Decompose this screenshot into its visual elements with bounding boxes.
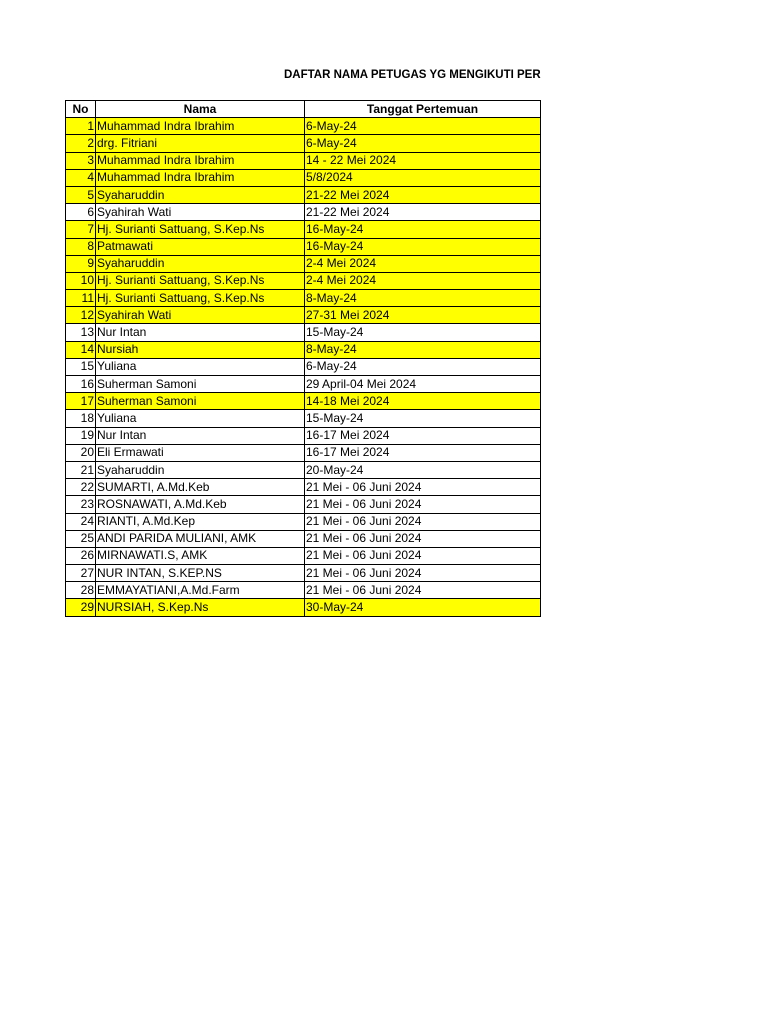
cell-no: 15 (66, 358, 96, 375)
cell-tanggal: 21 Mei - 06 Juni 2024 (305, 582, 541, 599)
table-row (66, 341, 541, 358)
table-row (66, 427, 541, 444)
cell-nama: Suherman Samoni (96, 393, 305, 410)
cell-tanggal: 21 Mei - 06 Juni 2024 (305, 530, 541, 547)
cell-tanggal: 2-4 Mei 2024 (305, 272, 541, 289)
cell-no: 28 (66, 582, 96, 599)
table-row (66, 599, 541, 616)
cell-no: 14 (66, 341, 96, 358)
cell-nama: Syaharuddin (96, 186, 305, 203)
table-row (66, 530, 541, 547)
cell-no: 9 (66, 255, 96, 272)
cell-no: 2 (66, 135, 96, 152)
cell-no: 19 (66, 427, 96, 444)
cell-no: 29 (66, 599, 96, 616)
cell-no: 13 (66, 324, 96, 341)
cell-tanggal: 14-18 Mei 2024 (305, 393, 541, 410)
cell-no: 26 (66, 547, 96, 564)
cell-tanggal: 27-31 Mei 2024 (305, 307, 541, 324)
cell-tanggal: 14 - 22 Mei 2024 (305, 152, 541, 169)
cell-nama: Yuliana (96, 410, 305, 427)
document-title: DAFTAR NAMA PETUGAS YG MENGIKUTI PER (284, 69, 541, 81)
cell-nama: Suherman Samoni (96, 376, 305, 393)
cell-tanggal: 2-4 Mei 2024 (305, 255, 541, 272)
cell-tanggal: 30-May-24 (305, 599, 541, 616)
table-row (66, 152, 541, 169)
cell-tanggal: 5/8/2024 (305, 169, 541, 186)
table-row (66, 186, 541, 203)
table-row (66, 513, 541, 530)
cell-tanggal: 21 Mei - 06 Juni 2024 (305, 496, 541, 513)
cell-nama: ANDI PARIDA MULIANI, AMK (96, 530, 305, 547)
table-row (66, 496, 541, 513)
table-row (66, 565, 541, 582)
table-row (66, 290, 541, 307)
cell-tanggal: 21 Mei - 06 Juni 2024 (305, 547, 541, 564)
cell-nama: ROSNAWATI, A.Md.Keb (96, 496, 305, 513)
cell-no: 16 (66, 376, 96, 393)
table-row (66, 238, 541, 255)
table-row (66, 582, 541, 599)
cell-nama: EMMAYATIANI,A.Md.Farm (96, 582, 305, 599)
cell-tanggal: 8-May-24 (305, 341, 541, 358)
participants-table (65, 100, 541, 617)
cell-tanggal: 15-May-24 (305, 324, 541, 341)
cell-no: 7 (66, 221, 96, 238)
cell-nama: Muhammad Indra Ibrahim (96, 169, 305, 186)
cell-nama: Syahirah Wati (96, 307, 305, 324)
cell-nama: Nur Intan (96, 324, 305, 341)
cell-nama: Syaharuddin (96, 461, 305, 478)
header-tanggal: Tanggat Pertemuan (305, 101, 541, 118)
cell-nama: SUMARTI, A.Md.Keb (96, 479, 305, 496)
table-row (66, 376, 541, 393)
table-row (66, 393, 541, 410)
cell-tanggal: 21 Mei - 06 Juni 2024 (305, 479, 541, 496)
cell-no: 24 (66, 513, 96, 530)
cell-no: 21 (66, 461, 96, 478)
cell-no: 27 (66, 565, 96, 582)
table-row (66, 169, 541, 186)
cell-no: 22 (66, 479, 96, 496)
cell-tanggal: 29 April-04 Mei 2024 (305, 376, 541, 393)
cell-tanggal: 6-May-24 (305, 358, 541, 375)
cell-no: 23 (66, 496, 96, 513)
cell-tanggal: 21 Mei - 06 Juni 2024 (305, 565, 541, 582)
cell-nama: NUR INTAN, S.KEP.NS (96, 565, 305, 582)
cell-no: 20 (66, 444, 96, 461)
table-row (66, 307, 541, 324)
cell-no: 25 (66, 530, 96, 547)
cell-no: 1 (66, 118, 96, 135)
cell-nama: MIRNAWATI.S, AMK (96, 547, 305, 564)
table-row (66, 358, 541, 375)
table-header-row (66, 101, 541, 118)
cell-tanggal: 16-May-24 (305, 238, 541, 255)
cell-no: 4 (66, 169, 96, 186)
cell-no: 8 (66, 238, 96, 255)
cell-nama: Hj. Surianti Sattuang, S.Kep.Ns (96, 221, 305, 238)
cell-no: 18 (66, 410, 96, 427)
table-row (66, 444, 541, 461)
table-row (66, 221, 541, 238)
cell-nama: NURSIAH, S.Kep.Ns (96, 599, 305, 616)
header-nama: Nama (96, 101, 305, 118)
cell-nama: Syahirah Wati (96, 204, 305, 221)
cell-no: 17 (66, 393, 96, 410)
table-row (66, 461, 541, 478)
table-row (66, 547, 541, 564)
cell-no: 10 (66, 272, 96, 289)
cell-tanggal: 6-May-24 (305, 118, 541, 135)
cell-tanggal: 6-May-24 (305, 135, 541, 152)
cell-tanggal: 20-May-24 (305, 461, 541, 478)
cell-tanggal: 16-17 Mei 2024 (305, 444, 541, 461)
cell-no: 3 (66, 152, 96, 169)
cell-nama: Muhammad Indra Ibrahim (96, 118, 305, 135)
cell-nama: Muhammad Indra Ibrahim (96, 152, 305, 169)
table-row (66, 479, 541, 496)
header-no: No (66, 101, 96, 118)
cell-nama: Syaharuddin (96, 255, 305, 272)
table-row (66, 135, 541, 152)
cell-tanggal: 21-22 Mei 2024 (305, 204, 541, 221)
table-row (66, 324, 541, 341)
table-row (66, 272, 541, 289)
cell-nama: Nursiah (96, 341, 305, 358)
cell-tanggal: 21-22 Mei 2024 (305, 186, 541, 203)
cell-nama: Eli Ermawati (96, 444, 305, 461)
cell-nama: drg. Fitriani (96, 135, 305, 152)
table-row (66, 255, 541, 272)
table-row (66, 204, 541, 221)
cell-tanggal: 8-May-24 (305, 290, 541, 307)
table-row (66, 410, 541, 427)
cell-no: 6 (66, 204, 96, 221)
cell-nama: Hj. Surianti Sattuang, S.Kep.Ns (96, 272, 305, 289)
cell-tanggal: 16-17 Mei 2024 (305, 427, 541, 444)
cell-nama: Yuliana (96, 358, 305, 375)
cell-no: 12 (66, 307, 96, 324)
cell-nama: Hj. Surianti Sattuang, S.Kep.Ns (96, 290, 305, 307)
cell-nama: Nur Intan (96, 427, 305, 444)
cell-tanggal: 21 Mei - 06 Juni 2024 (305, 513, 541, 530)
cell-tanggal: 15-May-24 (305, 410, 541, 427)
cell-no: 11 (66, 290, 96, 307)
cell-nama: Patmawati (96, 238, 305, 255)
table-body (66, 118, 541, 616)
cell-nama: RIANTI, A.Md.Kep (96, 513, 305, 530)
table-row (66, 118, 541, 135)
cell-tanggal: 16-May-24 (305, 221, 541, 238)
cell-no: 5 (66, 186, 96, 203)
